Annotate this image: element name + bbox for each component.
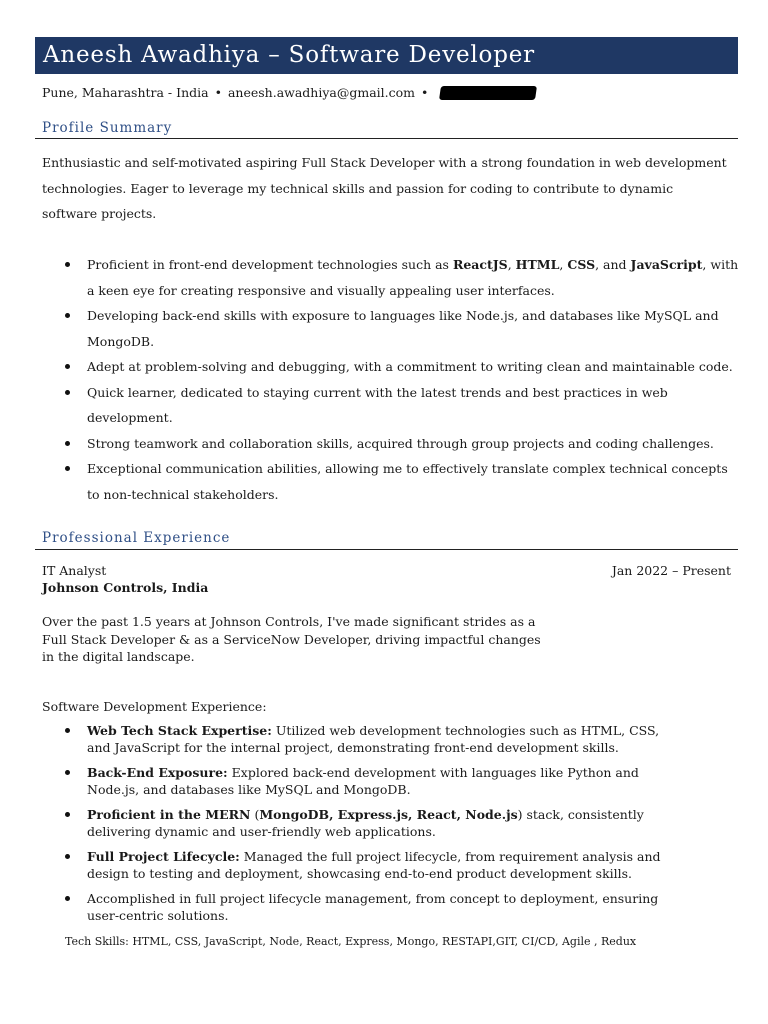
- bullet-text: Accomplished in full project lifecycle management, from concept to deployment, ensuring user-centric solutions.: [87, 891, 659, 923]
- location: Pune, Maharashtra - India: [42, 85, 209, 100]
- section-divider: [35, 138, 738, 139]
- intro-paragraph: Over the past 1.5 years at Johnson Controls, I've made significant strides as a Full Stack Developer & as a ServiceNow Developer, driving impactful changes in the digital landscape.: [42, 614, 541, 664]
- bullet-bold: Back-End Exposure:: [87, 765, 228, 780]
- list-item: [42, 303, 742, 354]
- bullet-text: Exceptional communication abilities, allowing me to effectively translate complex technical concepts to non-technical stakeholders.: [87, 461, 728, 502]
- bullet-text: , with a keen eye for creating responsive and visually appealing user interfaces.: [87, 257, 739, 298]
- bullet-text: Quick learner, dedicated to staying current with the latest trends and best practices in web development.: [87, 384, 668, 425]
- bullet-bold: JavaScript: [630, 257, 703, 272]
- experience-subheading: Software Development Experience:: [42, 699, 267, 714]
- bullet-bold: Proficient in the MERN: [87, 807, 251, 822]
- profile-summary-text: [42, 150, 732, 227]
- bullet-text: Utilized web development technologies such as HTML, CSS, and JavaScript for the internal project, demonstrating front-end development skills.: [87, 723, 660, 755]
- bullet-text: ,: [507, 257, 516, 272]
- bullet-text: (: [250, 807, 260, 822]
- experience-bullet-list: [42, 722, 682, 932]
- list-item: [42, 848, 682, 882]
- bullet-bold: Web Tech Stack Expertise:: [87, 723, 272, 738]
- job-dates: Jan 2022 – Present: [611, 563, 731, 578]
- bullet-text: Adept at problem-solving and debugging, with a commitment to writing clean and maintainable code.: [87, 359, 733, 374]
- bullet-text: , and: [595, 257, 631, 272]
- list-item: [42, 456, 742, 507]
- bullet-bold: HTML: [515, 257, 560, 272]
- name-header: [35, 37, 738, 74]
- bullet-text: Proficient in front-end development technologies such as: [87, 257, 453, 272]
- email-link[interactable]: aneesh.awadhiya@gmail.com: [227, 85, 416, 100]
- separator: •: [214, 85, 222, 100]
- name-title: Aneesh Awadhiya – Software Developer: [43, 42, 535, 68]
- list-item: [42, 764, 682, 798]
- bullet-text: Strong teamwork and collaboration skills, acquired through group projects and coding challenges.: [87, 435, 714, 451]
- experience-intro: [42, 613, 542, 666]
- summary-bullet-list: [42, 252, 742, 507]
- bullet-bold: ReactJS: [452, 257, 508, 272]
- bullet-bold: CSS: [567, 257, 596, 272]
- list-item: [42, 890, 682, 924]
- bullet-text: Managed the full project lifecycle, from requirement analysis and design to testing and deployment, showcasing end-to-end product development skills.: [87, 849, 661, 881]
- list-item: [42, 722, 682, 756]
- redacted-phone: [439, 86, 537, 100]
- section-divider: [35, 549, 738, 550]
- bullet-bold: Full Project Lifecycle:: [87, 849, 240, 864]
- list-item: [42, 431, 742, 457]
- list-item: [42, 252, 742, 303]
- list-item: [42, 380, 742, 431]
- job-title: IT Analyst: [42, 563, 107, 578]
- separator: •: [421, 85, 429, 100]
- bullet-text: ,: [559, 257, 568, 272]
- bullet-bold: MongoDB, Express.js, React, Node.js: [259, 807, 518, 822]
- company-name: Johnson Controls, India: [42, 580, 209, 595]
- professional-experience-heading: Professional Experience: [42, 530, 231, 546]
- bullet-text: Explored back-end development with languages like Python and Node.js, and databases like MySQL and MongoDB.: [87, 765, 639, 797]
- bullet-text: Developing back-end skills with exposure to languages like Node.js, and databases like MySQL and MongoDB.: [87, 308, 719, 349]
- bullet-text: ) stack, consistently delivering dynamic and user-friendly web applications.: [87, 807, 644, 839]
- list-item: [42, 806, 682, 840]
- tech-skills: Tech Skills: HTML, CSS, JavaScript, Node, React, Express, Mongo, RESTAPI,GIT, CI/CD, Agile , Redux: [65, 935, 637, 948]
- summary-paragraph: Enthusiastic and self-motivated aspiring Full Stack Developer with a strong foundation in web development technologies. Eager to leverage my technical skills and passion for coding to contribute to dynamic software projects.: [42, 155, 727, 221]
- list-item: [42, 354, 742, 380]
- contact-line: [42, 84, 536, 102]
- profile-summary-heading: Profile Summary: [42, 120, 173, 136]
